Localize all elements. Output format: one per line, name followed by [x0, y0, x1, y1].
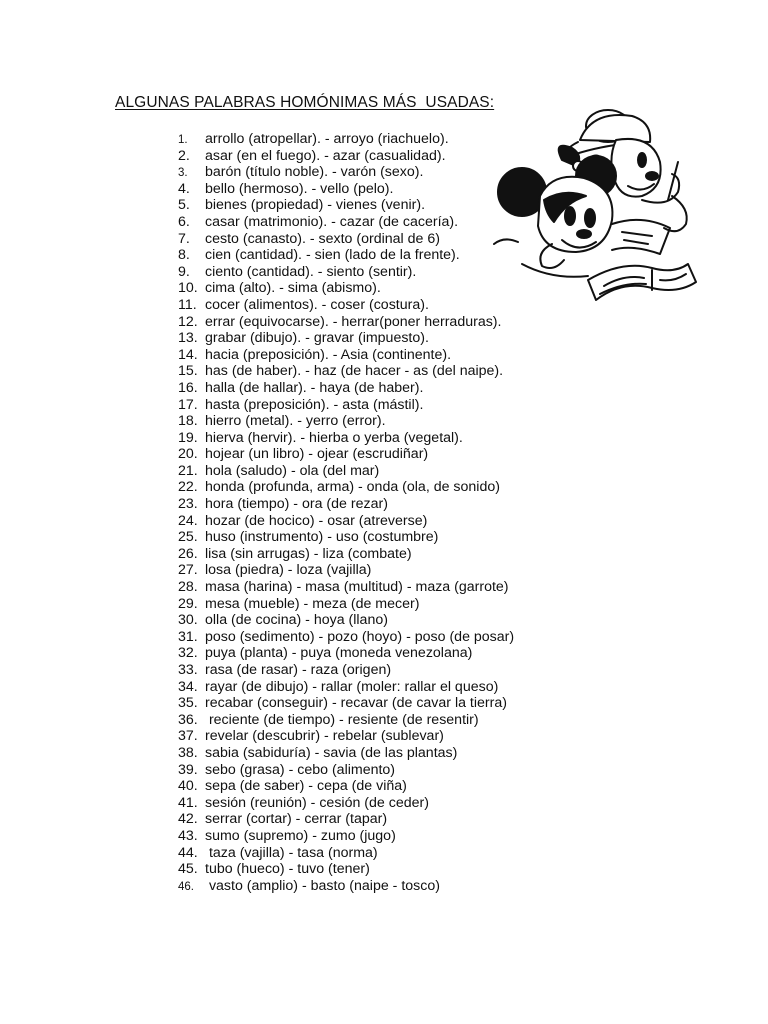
list-item-number: 14. [178, 346, 198, 363]
list-item [178, 612, 514, 629]
list-item [178, 529, 514, 546]
list-item-text: hola (saludo) - ola (del mar) [205, 462, 380, 479]
list-item-number: 44. [178, 844, 198, 861]
list-item-text: masa (harina) - masa (multitud) - maza (garrote) [205, 579, 509, 596]
list-item [178, 629, 514, 646]
list-item-number: 12. [178, 313, 198, 330]
list-item-text: asar (en el fuego). - azar (casualidad). [205, 147, 446, 164]
list-item-number: 30. [178, 612, 198, 629]
list-item [178, 231, 514, 248]
list-item-text: halla (de hallar). - haya (de haber). [205, 379, 424, 396]
list-item [178, 745, 514, 762]
list-item-number: 37. [178, 728, 198, 745]
list-item [178, 247, 514, 264]
list-item-number: 1. [178, 134, 188, 146]
list-item-number: 32. [178, 645, 198, 662]
list-item-text: olla (de cocina) - hoya (llano) [205, 612, 388, 629]
list-item [178, 330, 514, 347]
list-item-text: vasto (amplio) - basto (naipe - tosco) [205, 877, 440, 894]
list-item-text: sepa (de saber) - cepa (de viña) [205, 778, 407, 795]
list-item-number: 5. [178, 197, 190, 214]
list-item-number: 43. [178, 827, 198, 844]
cartoon-mice-reading-icon [492, 104, 704, 312]
list-item [178, 878, 514, 895]
list-item-text: poso (sedimento) - pozo (hoyo) - poso (de posar) [205, 628, 515, 645]
list-item-number: 35. [178, 695, 198, 712]
list-item-text: losa (piedra) - loza (vajilla) [205, 562, 372, 579]
list-item-number: 10. [178, 280, 198, 297]
list-item [178, 496, 514, 513]
list-item-text: cien (cantidad). - sien (lado de la frente). [205, 247, 460, 264]
list-item-number: 31. [178, 628, 198, 645]
list-item-number: 28. [178, 579, 198, 596]
list-item-number: 39. [178, 761, 198, 778]
list-item-text: mesa (mueble) - meza (de mecer) [205, 595, 420, 612]
list-item-number: 20. [178, 446, 198, 463]
list-item-text: hierva (hervir). - hierba o yerba (vegetal). [205, 429, 463, 446]
list-item [178, 712, 514, 729]
list-item-text: honda (profunda, arma) - onda (ola, de sonido) [205, 479, 500, 496]
list-item-text: cesto (canasto). - sexto (ordinal de 6) [205, 230, 440, 247]
list-item [178, 380, 514, 397]
list-item-text: sebo (grasa) - cebo (alimento) [205, 761, 396, 778]
list-item-number: 24. [178, 512, 198, 529]
list-item [178, 363, 514, 380]
list-item [178, 397, 514, 414]
list-item-text: rasa (de rasar) - raza (origen) [205, 662, 392, 678]
list-item-number: 3. [178, 167, 188, 180]
list-item [178, 463, 514, 480]
list-item [178, 662, 514, 679]
list-item-number: 2. [178, 147, 190, 164]
list-item-text: hacia (preposición). - Asia (continente). [205, 346, 452, 363]
list-item [178, 728, 514, 745]
list-item [178, 280, 514, 297]
list-item-text: revelar (descubrir) - rebelar (sublevar) [205, 728, 444, 745]
list-item [178, 181, 514, 198]
list-item-number: 41. [178, 794, 198, 811]
list-item-number: 21. [178, 462, 198, 479]
list-item [178, 131, 514, 148]
list-item-text: hozar (de hocico) - osar (atreverse) [205, 512, 428, 529]
list-item-text: has (de haber). - haz (de hacer - as (del naipe). [205, 363, 504, 380]
list-item [178, 164, 514, 181]
list-item-number: 45. [178, 861, 198, 878]
list-item-number: 40. [178, 778, 198, 795]
list-item-number: 46. [178, 880, 194, 893]
list-item-number: 18. [178, 413, 198, 430]
list-item [178, 861, 514, 878]
list-item-number: 25. [178, 529, 198, 546]
list-item-text: hierro (metal). - yerro (error). [205, 413, 386, 430]
list-item-text: sesión (reunión) - cesión (de ceder) [205, 794, 429, 811]
list-item-text: tubo (hueco) - tuvo (tener) [205, 861, 370, 878]
list-item [178, 197, 514, 214]
list-item-number: 33. [178, 662, 198, 678]
list-item-number: 22. [178, 479, 198, 496]
list-item [178, 679, 514, 696]
list-item-number: 42. [178, 811, 198, 828]
list-item-number: 23. [178, 496, 198, 513]
list-item [178, 446, 514, 463]
list-item-number: 8. [178, 247, 190, 264]
list-item [178, 811, 514, 828]
list-item [178, 596, 514, 613]
list-item-text: serrar (cortar) - cerrar (tapar) [205, 811, 388, 828]
list-item-text: sabia (sabiduría) - savia (de las plantas) [205, 744, 458, 761]
list-item [178, 347, 514, 364]
list-item [178, 413, 514, 430]
list-item [178, 214, 514, 231]
list-item [178, 562, 514, 579]
list-item-text: grabar (dibujo). - gravar (impuesto). [205, 330, 429, 347]
list-item [178, 645, 514, 662]
list-item-number: 11. [178, 296, 197, 313]
list-item-number: 13. [178, 330, 198, 347]
list-item-text: lisa (sin arrugas) - liza (combate) [205, 545, 412, 562]
list-item [178, 264, 514, 281]
list-item-number: 38. [178, 744, 198, 761]
list-item-number: 19. [178, 429, 198, 446]
list-item-text: cocer (alimentos). - coser (costura). [205, 296, 429, 313]
list-item-number: 26. [178, 545, 198, 562]
list-item-text: hasta (preposición). - asta (mástil). [205, 396, 424, 413]
list-item-text: recabar (conseguir) - recavar (de cavar la tierra) [205, 695, 507, 712]
list-item-text: sumo (supremo) - zumo (jugo) [205, 827, 396, 844]
document-title: ALGUNAS PALABRAS HOMÓNIMAS MÁS USADAS: [115, 94, 495, 111]
list-item-number: 4. [178, 180, 190, 197]
list-item [178, 845, 514, 862]
list-item-number: 7. [178, 230, 190, 247]
list-item [178, 579, 514, 596]
list-item-number: 34. [178, 678, 198, 695]
list-item [178, 695, 514, 712]
list-item-text: taza (vajilla) - tasa (norma) [205, 844, 378, 861]
list-item-text: huso (instrumento) - uso (costumbre) [205, 529, 439, 546]
list-item-text: casar (matrimonio). - cazar (de cacería). [205, 213, 459, 230]
list-item-text: hojear (un libro) - ojear (escrudiñar) [205, 446, 429, 463]
list-item [178, 795, 514, 812]
list-item-text: arrollo (atropellar). - arroyo (riachuelo). [205, 131, 449, 147]
list-item-text: errar (equivocarse). - herrar(poner herraduras). [205, 313, 502, 330]
list-item [178, 828, 514, 845]
list-item [178, 430, 514, 447]
list-item-number: 29. [178, 595, 198, 612]
list-item [178, 513, 514, 530]
list-item [178, 297, 514, 314]
list-item-text: bienes (propiedad) - vienes (venir). [205, 197, 426, 214]
list-item [178, 479, 514, 496]
list-item-number: 15. [178, 363, 198, 380]
list-item [178, 314, 514, 331]
list-item [178, 546, 514, 563]
list-item [178, 762, 514, 779]
list-item-number: 6. [178, 213, 190, 230]
list-item-number: 16. [178, 379, 198, 396]
list-item-text: rayar (de dibujo) - rallar (moler: rallar el queso) [205, 678, 499, 695]
list-item-text: ciento (cantidad). - siento (sentir). [205, 263, 417, 280]
homonym-list [178, 131, 514, 894]
list-item-text: barón (título noble). - varón (sexo). [205, 164, 424, 181]
list-item [178, 148, 514, 165]
list-item-number: 27. [178, 562, 198, 579]
list-item-text: reciente (de tiempo) - resiente (de resentir) [205, 711, 479, 728]
list-item-number: 17. [178, 396, 198, 413]
list-item-text: cima (alto). - sima (abismo). [205, 280, 381, 297]
list-item-number: 9. [178, 263, 190, 280]
list-item [178, 778, 514, 795]
list-item-text: bello (hermoso). - vello (pelo). [205, 180, 394, 197]
list-item-text: puya (planta) - puya (moneda venezolana) [205, 645, 473, 662]
list-item-text: hora (tiempo) - ora (de rezar) [205, 496, 388, 513]
list-item-number: 36. [178, 711, 198, 728]
